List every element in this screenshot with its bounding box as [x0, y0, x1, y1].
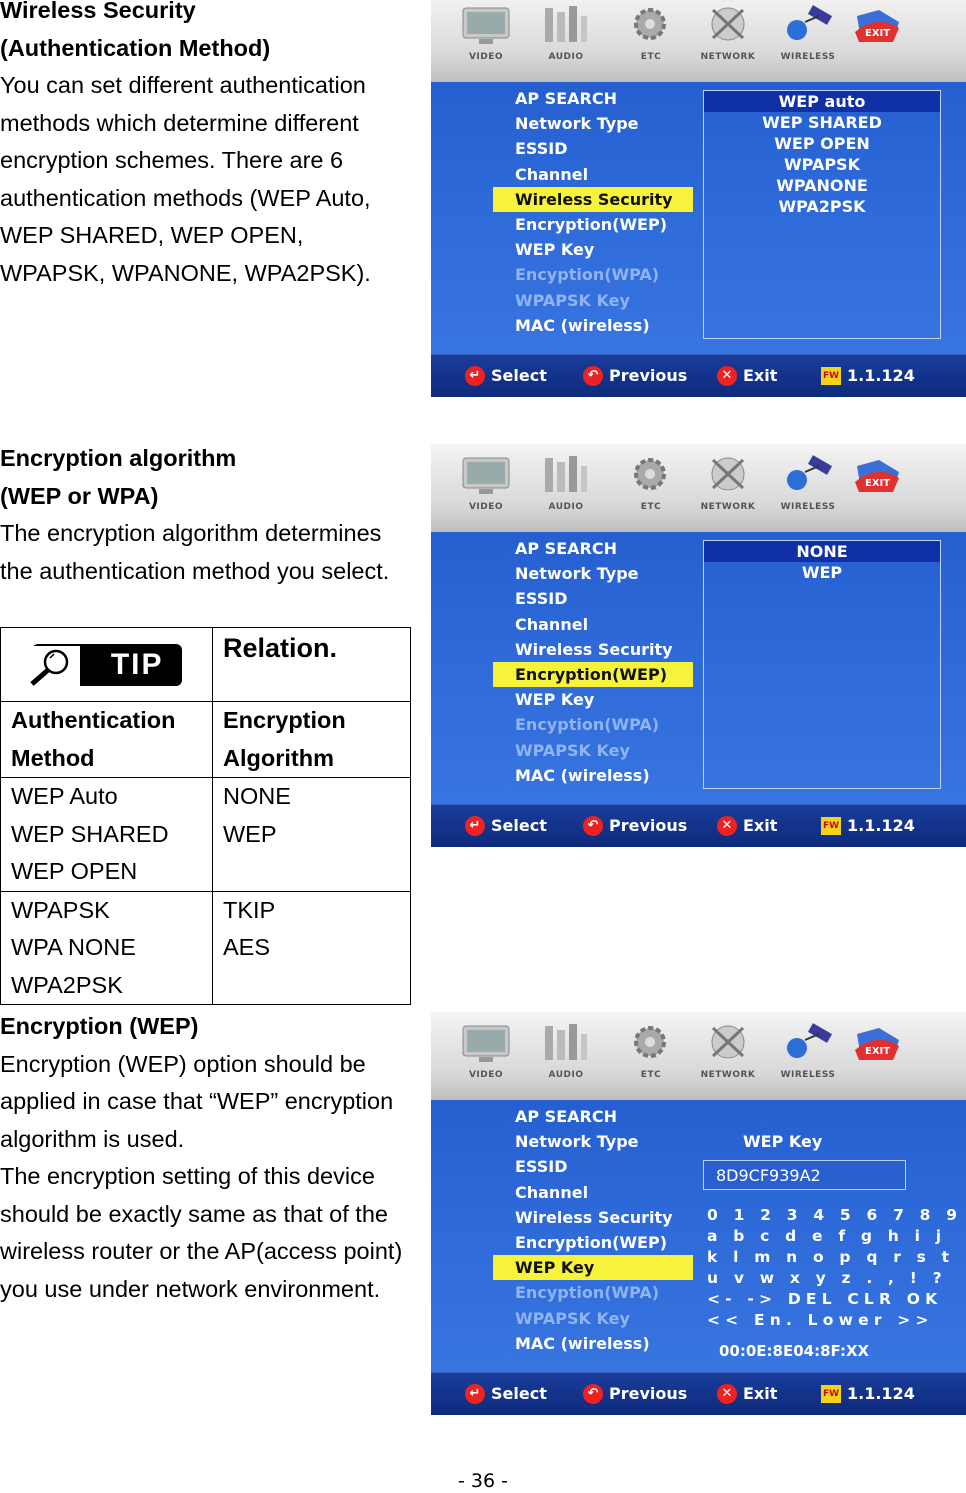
heading: Encryption (WEP): [0, 1013, 199, 1039]
menu-item[interactable]: Network Type: [515, 564, 639, 584]
col-header-encryption: Encryption Algorithm: [223, 707, 346, 771]
osd-tab-bar: [431, 1012, 966, 1100]
select-button[interactable]: ↵ Select: [465, 364, 547, 388]
etc-tab[interactable]: ETC: [616, 2, 686, 76]
heading-sub: (WEP or WPA): [0, 482, 159, 509]
paragraph: The encryption algorithm determines the authentication method you select.: [0, 520, 390, 584]
menu-item[interactable]: WPAPSK Key: [515, 290, 630, 310]
menu-item[interactable]: Network Type: [515, 114, 639, 134]
wireless-tab[interactable]: WIRELESS: [773, 452, 843, 526]
enter-arrow-icon: ↵: [465, 816, 485, 836]
return-arrow-icon: ↶: [583, 366, 603, 386]
keyboard-row[interactable]: << En. Lower >>: [707, 1311, 934, 1329]
magnifier-icon: [26, 646, 80, 686]
mac-address: 00:0E:8E04:8F:XX: [719, 1342, 870, 1360]
etc-tab[interactable]: ETC: [616, 452, 686, 526]
keyboard-row[interactable]: <- -> DEL CLR OK: [707, 1290, 943, 1308]
close-icon: ✕: [717, 816, 737, 836]
menu-item[interactable]: WEP Key: [515, 240, 595, 260]
wep-key-field[interactable]: 8D9CF939A2: [703, 1160, 906, 1190]
menu-item[interactable]: Encryption(WEP): [515, 1232, 668, 1252]
paragraph: The encryption setting of this device should be exactly same as that of the wireless router or the AP(access point) you use under network environment.: [0, 1163, 403, 1302]
exit-folder-icon: [849, 1020, 907, 1066]
firmware-version: FW 1.1.124: [822, 366, 915, 385]
audio-tab[interactable]: AUDIO: [531, 452, 601, 526]
osd-tab-bar: [431, 444, 966, 532]
table-row: WEP Auto WEP SHARED WEP OPEN NONE WEP: [1, 778, 411, 892]
menu-item[interactable]: WPAPSK Key: [515, 1308, 630, 1328]
keyboard-row[interactable]: k l m n o p q r s t: [707, 1248, 955, 1266]
svg-text:EXIT: EXIT: [865, 1046, 891, 1057]
osd-bottom-bar: [431, 1372, 966, 1415]
tv-icon: [457, 1020, 515, 1066]
exit-folder-icon: [849, 452, 907, 498]
etc-tab[interactable]: ETC: [616, 1020, 686, 1094]
section-encryption-algorithm: [0, 440, 410, 590]
previous-button[interactable]: ↶ Previous: [583, 814, 687, 838]
audio-tab[interactable]: AUDIO: [531, 2, 601, 76]
tip-badge: TIP: [32, 644, 182, 686]
option-item[interactable]: WEP SHARED: [762, 113, 882, 132]
network-icon: [699, 452, 757, 498]
svg-text:EXIT: EXIT: [865, 28, 891, 39]
exit-folder-icon: [849, 2, 907, 48]
option-item[interactable]: WEP OPEN: [774, 134, 870, 153]
speaker-icon: [537, 1020, 595, 1066]
osd-settings-menu: [493, 536, 693, 788]
select-button[interactable]: ↵ Select: [465, 1382, 547, 1406]
exit-button[interactable]: ✕ Exit: [717, 364, 777, 388]
network-tab[interactable]: NETWORK: [693, 452, 763, 526]
paragraph: You can set different authentication methods which determine different encryption schemes. There are 6 authentication methods (WEP Auto, WEP SHARED, WEP OPEN, WPAPSK, WPANONE, WPA2PSK).: [0, 72, 371, 286]
wep-key-title: WEP Key: [743, 1132, 823, 1151]
menu-item[interactable]: Encryption(WEP): [493, 662, 693, 687]
table-title: Relation.: [223, 633, 338, 663]
menu-item[interactable]: MAC (wireless): [515, 765, 650, 785]
return-arrow-icon: ↶: [583, 816, 603, 836]
option-item[interactable]: WEP auto: [704, 91, 940, 112]
video-tab[interactable]: VIDEO: [451, 2, 521, 76]
satellite-icon: [779, 2, 837, 48]
previous-button[interactable]: ↶ Previous: [583, 364, 687, 388]
menu-item[interactable]: Wireless Security: [515, 639, 673, 659]
options-panel: [703, 90, 941, 339]
menu-item[interactable]: Channel: [515, 164, 589, 184]
video-tab[interactable]: VIDEO: [451, 1020, 521, 1094]
close-icon: ✕: [717, 366, 737, 386]
exit-tab[interactable]: [843, 2, 913, 76]
select-button[interactable]: ↵ Select: [465, 814, 547, 838]
table-row: WPAPSK WPA NONE WPA2PSK TKIP AES: [1, 891, 411, 1005]
speaker-icon: [537, 2, 595, 48]
satellite-icon: [779, 1020, 837, 1066]
menu-item[interactable]: Wireless Security: [493, 187, 693, 212]
menu-item[interactable]: Network Type: [515, 1132, 639, 1152]
tv-icon: [457, 452, 515, 498]
enter-arrow-icon: ↵: [465, 366, 485, 386]
option-item[interactable]: WEP: [801, 563, 843, 582]
exit-tab[interactable]: [843, 452, 913, 526]
osd-settings-menu: [493, 1104, 693, 1356]
page-number: - 36 -: [458, 1470, 508, 1492]
svg-text:EXIT: EXIT: [865, 478, 891, 489]
network-tab[interactable]: NETWORK: [693, 2, 763, 76]
menu-item[interactable]: AP SEARCH: [515, 1107, 617, 1126]
network-tab[interactable]: NETWORK: [693, 1020, 763, 1094]
firmware-version: FW 1.1.124: [822, 816, 915, 835]
menu-item[interactable]: Encryption(WEP): [515, 214, 668, 234]
keyboard-row[interactable]: u v w x y z . , ! ?: [707, 1269, 947, 1287]
keyboard-row[interactable]: a b c d e f g h i j: [707, 1227, 947, 1245]
satellite-icon: [779, 452, 837, 498]
video-tab[interactable]: VIDEO: [451, 452, 521, 526]
menu-item[interactable]: WPAPSK Key: [515, 740, 630, 760]
osd-settings-menu: [493, 86, 693, 338]
firmware-version: FW 1.1.124: [822, 1384, 915, 1403]
osd-bottom-bar: [431, 804, 966, 847]
menu-item[interactable]: Encyption(WPA): [515, 1283, 660, 1303]
menu-item[interactable]: Encyption(WPA): [515, 715, 660, 735]
option-item[interactable]: WPANONE: [776, 176, 868, 195]
paragraph: Encryption (WEP) option should be applied in case that “WEP” encryption algorithm is used.: [0, 1050, 394, 1152]
network-icon: [699, 1020, 757, 1066]
audio-tab[interactable]: AUDIO: [531, 1020, 601, 1094]
enter-arrow-icon: ↵: [465, 1384, 485, 1404]
osd-tab-bar: [431, 0, 966, 82]
osd-screen-encryption-wep: [431, 444, 966, 847]
section-encryption-wep: [0, 1008, 410, 1308]
heading: Encryption algorithm: [0, 445, 237, 471]
exit-button[interactable]: ✕ Exit: [717, 814, 777, 838]
menu-item[interactable]: Channel: [515, 614, 589, 634]
speaker-icon: [537, 452, 595, 498]
fw-icon: FW: [821, 367, 841, 385]
option-item[interactable]: WPA2PSK: [778, 197, 866, 216]
menu-item[interactable]: ESSID: [515, 589, 568, 609]
menu-item[interactable]: AP SEARCH: [515, 89, 617, 108]
menu-item[interactable]: Wireless Security: [515, 1207, 673, 1227]
exit-button[interactable]: ✕ Exit: [717, 1382, 777, 1406]
osd-bottom-bar: [431, 354, 966, 397]
close-icon: ✕: [717, 1384, 737, 1404]
return-arrow-icon: ↶: [583, 1384, 603, 1404]
wireless-tab[interactable]: WIRELESS: [773, 1020, 843, 1094]
option-item[interactable]: WPAPSK: [784, 155, 860, 174]
menu-item[interactable]: AP SEARCH: [515, 539, 617, 558]
wireless-tab[interactable]: WIRELESS: [773, 2, 843, 76]
option-item[interactable]: NONE: [704, 541, 940, 562]
network-icon: [699, 2, 757, 48]
menu-item[interactable]: Encyption(WPA): [515, 265, 660, 285]
menu-item[interactable]: MAC (wireless): [515, 1333, 650, 1353]
exit-tab[interactable]: [843, 1020, 913, 1094]
relation-table: [0, 627, 411, 1005]
gear-icon: [622, 1020, 680, 1066]
osd-screen-wireless-security: [431, 0, 966, 397]
heading: Wireless Security: [0, 0, 196, 23]
osd-screen-wep-key: [431, 1012, 966, 1415]
gear-icon: [622, 2, 680, 48]
menu-item[interactable]: ESSID: [515, 1157, 568, 1177]
previous-button[interactable]: ↶ Previous: [583, 1382, 687, 1406]
section-wireless-security: [0, 0, 410, 292]
options-panel: [703, 540, 941, 789]
keyboard-row[interactable]: 0 1 2 3 4 5 6 7 8 9: [707, 1206, 963, 1224]
menu-item[interactable]: ESSID: [515, 139, 568, 159]
tv-icon: [457, 2, 515, 48]
gear-icon: [622, 452, 680, 498]
heading-sub: (Authentication Method): [0, 34, 271, 61]
col-header-authentication: Authentication Method: [11, 707, 176, 771]
menu-item[interactable]: MAC (wireless): [515, 315, 650, 335]
menu-item[interactable]: Channel: [515, 1182, 589, 1202]
menu-item[interactable]: WEP Key: [493, 1255, 693, 1280]
menu-item[interactable]: WEP Key: [515, 690, 595, 710]
fw-icon: FW: [821, 1385, 841, 1403]
fw-icon: FW: [821, 817, 841, 835]
